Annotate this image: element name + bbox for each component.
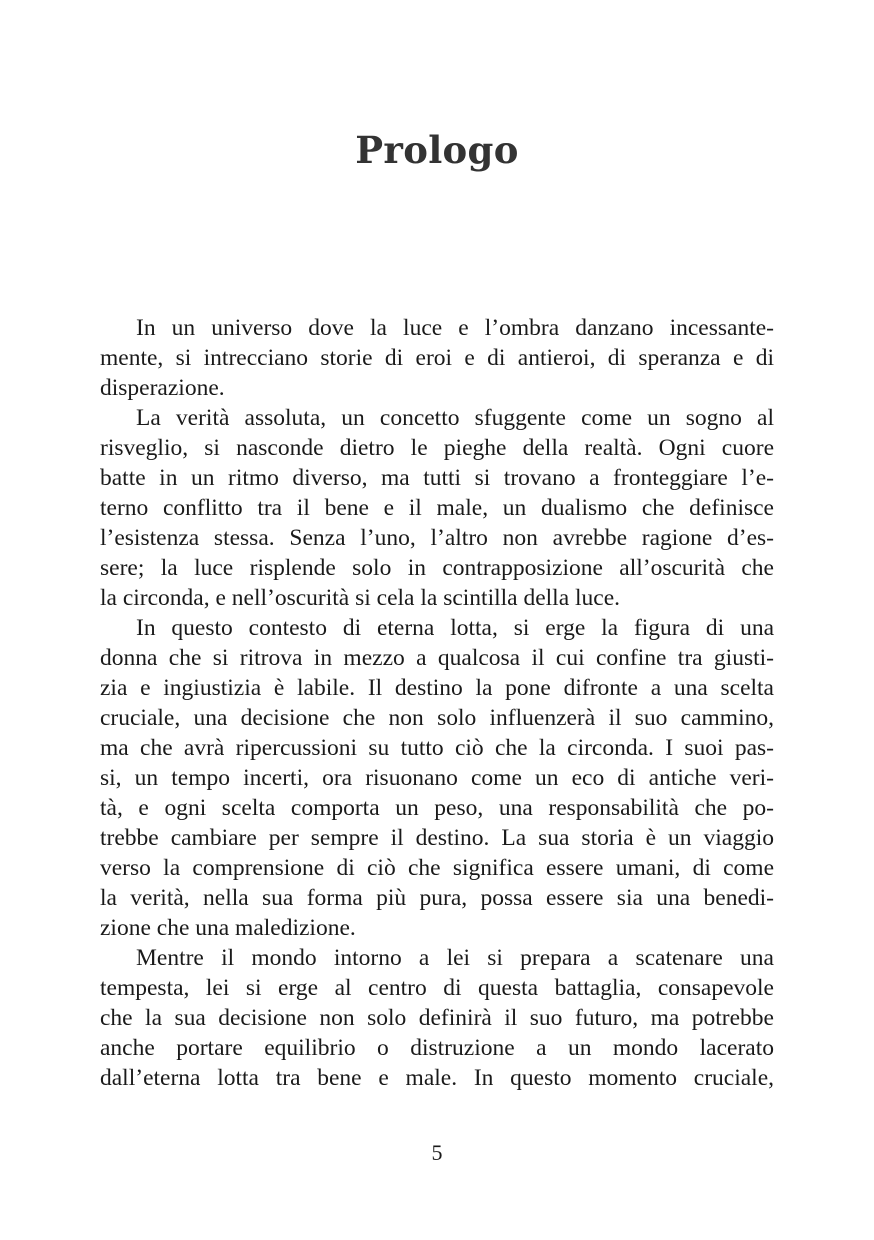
text-line: tempesta, lei si erge al centro di questa battaglia, consapevole	[100, 975, 774, 1001]
paragraph	[100, 313, 774, 403]
text-line: disperazione.	[100, 375, 225, 401]
text-line: ma che avrà ripercussioni su tutto ciò che la circonda. I suoi pas-	[100, 735, 774, 761]
text-line: l’esistenza stessa. Senza l’uno, l’altro non avrebbe ragione d’es-	[100, 525, 774, 551]
text-line: zione che una maledizione.	[100, 915, 356, 941]
text-line: sere; la luce risplende solo in contrapposizione all’oscurità che	[100, 555, 774, 581]
text-line: donna che si ritrova in mezzo a qualcosa il cui confine tra giusti-	[100, 645, 774, 671]
text-line: Mentre il mondo intorno a lei si prepara a scatenare una	[136, 945, 774, 971]
page-number: 5	[431, 1140, 443, 1165]
text-line: risveglio, si nasconde dietro le pieghe della realtà. Ogni cuore	[100, 435, 774, 461]
paragraph	[100, 613, 774, 943]
text-line: tà, e ogni scelta comporta un peso, una responsabilità che po-	[100, 795, 774, 821]
text-line: In un universo dove la luce e l’ombra danzano incessante-	[136, 315, 774, 341]
chapter-title: Prologo	[355, 128, 519, 172]
text-line: che la sua decisione non solo definirà il suo futuro, ma potrebbe	[100, 1005, 774, 1031]
paragraph	[100, 403, 774, 613]
text-line: cruciale, una decisione che non solo influenzerà il suo cammino,	[100, 705, 774, 731]
text-line: verso la comprensione di ciò che significa essere umani, di come	[100, 855, 774, 881]
paragraph	[100, 943, 774, 1093]
text-line: si, un tempo incerti, ora risuonano come un eco di antiche veri-	[100, 765, 774, 791]
text-line: la verità, nella sua forma più pura, possa essere sia una benedi-	[100, 885, 774, 911]
text-line: In questo contesto di eterna lotta, si erge la figura di una	[136, 615, 774, 641]
chapter-body	[100, 313, 774, 1093]
text-line: terno conflitto tra il bene e il male, un dualismo che definisce	[100, 495, 774, 521]
text-line: trebbe cambiare per sempre il destino. La sua storia è un viaggio	[100, 825, 774, 851]
text-line: dall’eterna lotta tra bene e male. In questo momento cruciale,	[100, 1065, 774, 1091]
text-line: mente, si intrecciano storie di eroi e di antieroi, di speranza e di	[100, 345, 774, 371]
text-line: zia e ingiustizia è labile. Il destino la pone difronte a una scelta	[100, 675, 774, 701]
text-line: batte in un ritmo diverso, ma tutti si trovano a fronteggiare l’e-	[100, 465, 774, 491]
text-line: La verità assoluta, un concetto sfuggente come un sogno al	[136, 405, 774, 431]
text-line: anche portare equilibrio o distruzione a un mondo lacerato	[100, 1035, 774, 1061]
text-line: la circonda, e nell’oscurità si cela la scintilla della luce.	[100, 585, 621, 611]
